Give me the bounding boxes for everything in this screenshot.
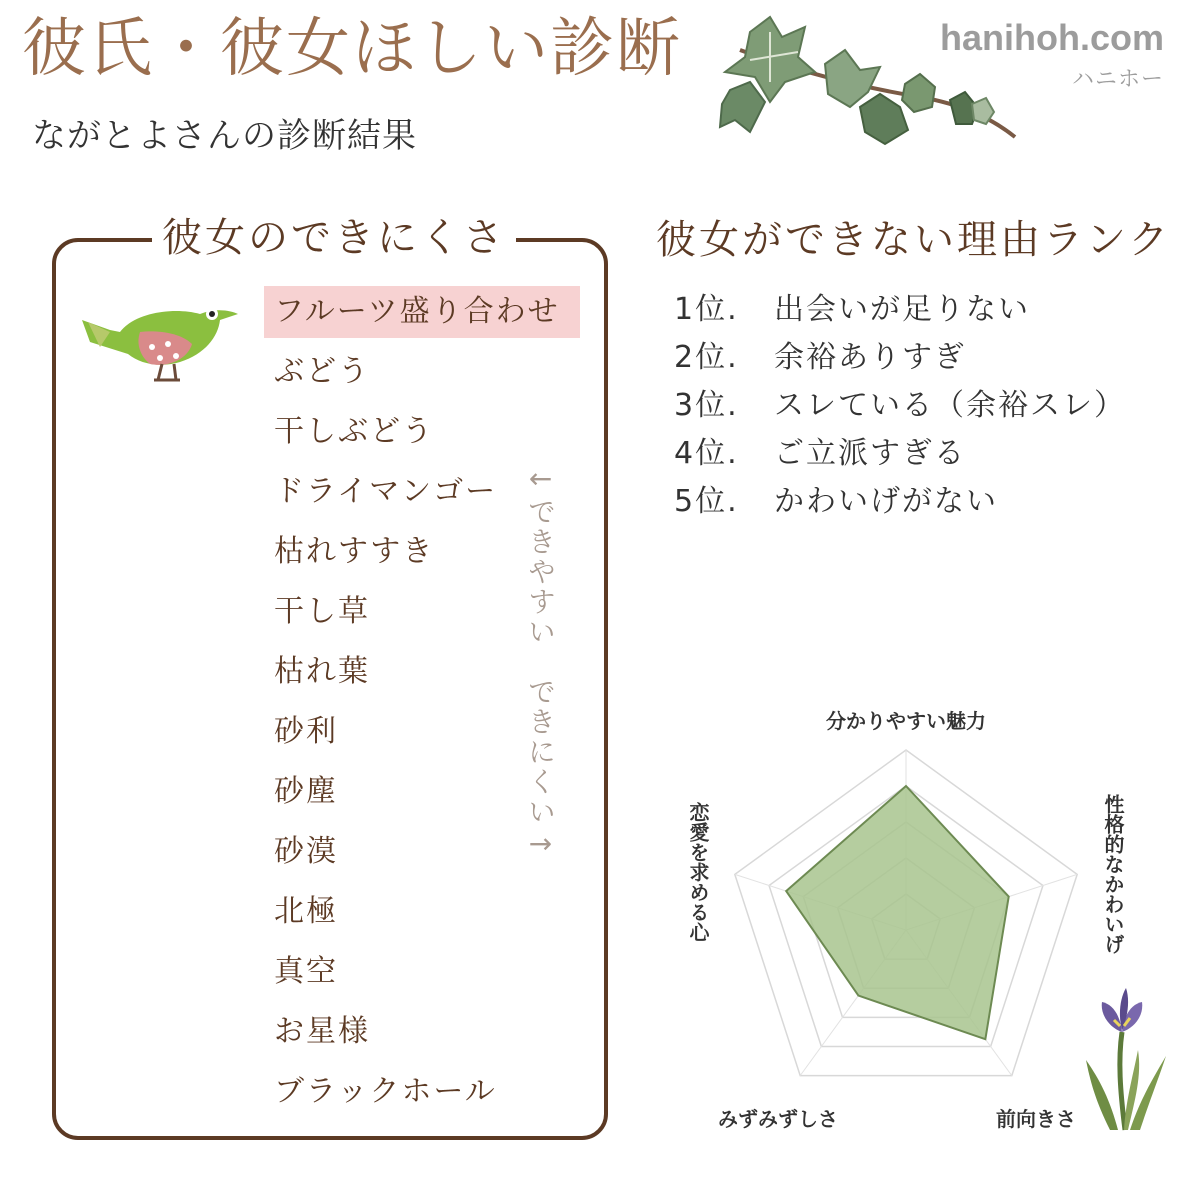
reason-text: かわいげがない xyxy=(774,484,998,519)
list-item: ドライマンゴー xyxy=(274,474,498,509)
reason-rank: 3位. xyxy=(674,388,739,423)
list-item: 真空 xyxy=(274,954,338,989)
reason-rank: 2位. xyxy=(674,340,739,375)
brand-logo[interactable] xyxy=(940,17,1164,93)
brand-kana: ハニホー xyxy=(1071,67,1164,92)
axis-label-bottom-left: みずみずしさ xyxy=(718,1107,838,1131)
list-item: お星様 xyxy=(274,1014,370,1049)
page-title: 彼氏・彼女ほしい診断 xyxy=(22,12,682,86)
reason-text: スレている（余裕スレ） xyxy=(774,388,1126,423)
list-item: 砂利 xyxy=(274,714,338,749)
list-item xyxy=(674,382,1126,430)
list-item: 砂塵 xyxy=(274,774,338,809)
result-subtitle: ながとよさんの診断結果 xyxy=(32,116,417,156)
axis-label-bottom-right: 前向きさ xyxy=(996,1107,1076,1131)
list-item: ぶどう xyxy=(274,354,370,389)
axis-label-top: 分かりやすい魅力 xyxy=(826,709,986,733)
list-item: 干し草 xyxy=(274,594,370,629)
list-item xyxy=(674,334,1126,382)
axis-label-left: 恋愛を求める心 xyxy=(686,802,710,942)
brand-domain: hanihoh.com xyxy=(940,17,1164,58)
reason-text: ご立派すぎる xyxy=(774,436,966,471)
list-item xyxy=(674,478,1126,526)
reason-text: 出会いが足りない xyxy=(774,292,1030,327)
iris-flower-icon xyxy=(1080,980,1170,1130)
list-item: 北極 xyxy=(274,894,338,929)
reason-rank: 1位. xyxy=(674,292,739,327)
list-item: 枯れすすき xyxy=(274,534,435,569)
list-item: ブラックホール xyxy=(274,1074,497,1109)
list-item: 干しぶどう xyxy=(274,414,434,449)
list-item xyxy=(674,286,1126,334)
reason-rank: 4位. xyxy=(674,436,739,471)
radar-data-polygon xyxy=(786,786,1009,1039)
ranking-heading: 彼女のできにくさ xyxy=(152,208,516,268)
ranking-item-highlighted: フルーツ盛り合わせ xyxy=(264,286,580,338)
reasons-heading: 彼女ができない理由ランク xyxy=(656,217,1172,263)
axis-label-right: 性格的なかわいげ xyxy=(1101,794,1125,954)
reasons-list xyxy=(674,286,1126,526)
radar-chart xyxy=(650,690,1125,1150)
reason-rank: 5位. xyxy=(674,484,739,519)
bird-icon xyxy=(80,292,240,384)
scale-label: ←できやすい できにくい→ xyxy=(524,462,557,862)
list-item: 砂漠 xyxy=(274,834,338,869)
list-item xyxy=(674,430,1126,478)
reason-text: 余裕ありすぎ xyxy=(774,340,966,375)
list-item: 枯れ葉 xyxy=(274,654,370,689)
